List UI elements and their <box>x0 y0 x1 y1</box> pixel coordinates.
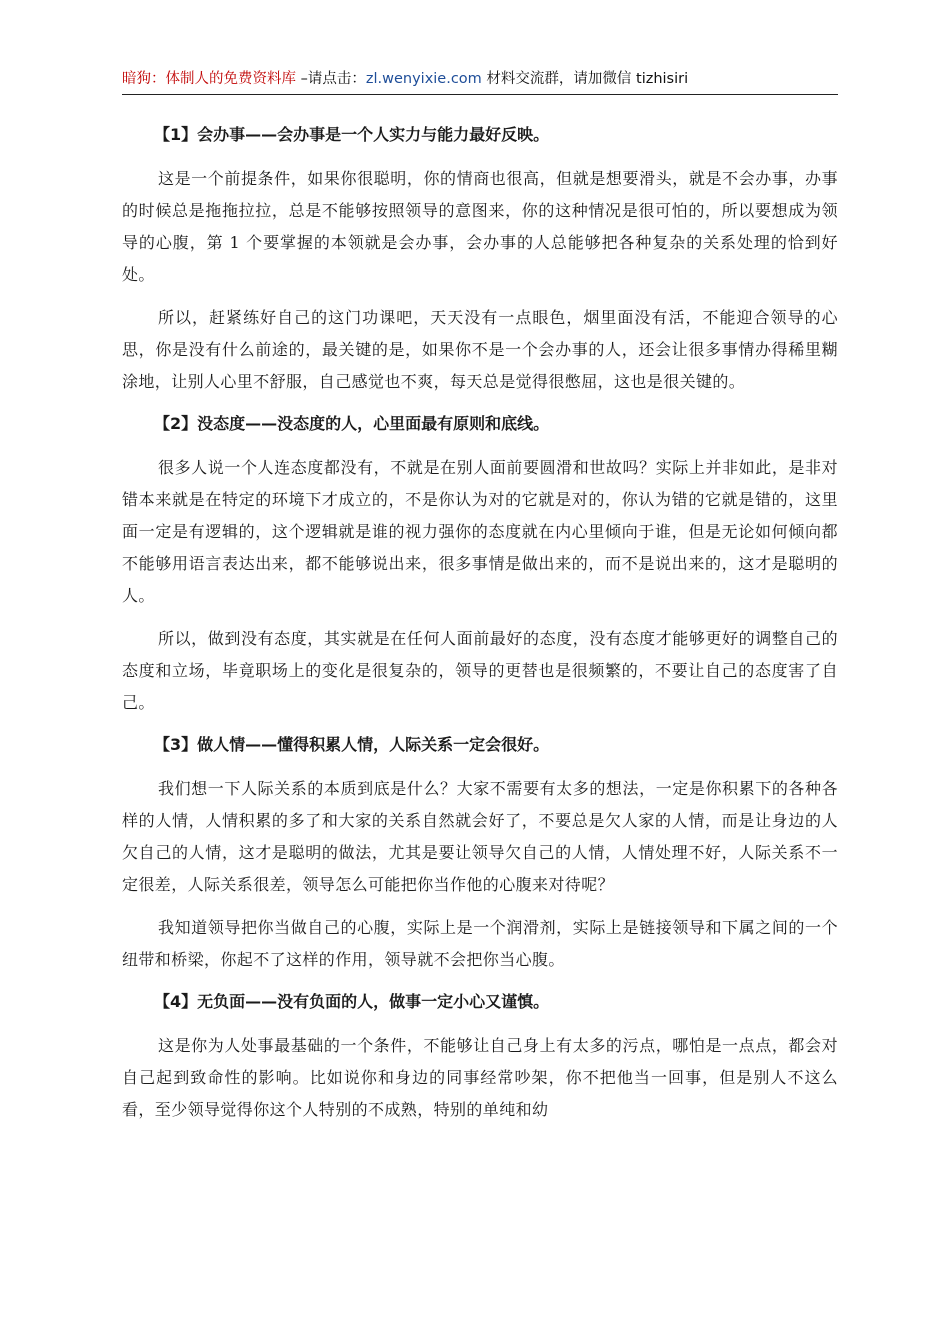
section-4-heading: 【4】无负面——没有负面的人，做事一定小心又谨慎。 <box>154 992 550 1011</box>
section-1-paragraph-2: 所以，赶紧练好自己的这门功课吧，天天没有一点眼色，烟里面没有活，不能迎合领导的心思，你是没有什么前途的，最关键的是，如果你不是一个会办事的人，还会让很多事情办得稀里糊涂地，让别人心里不舒服，自己感觉也不爽，每天总是觉得很憋屈，这也是很关键的。 <box>122 308 838 391</box>
header-brand: 暗狗：体制人的免费资料库 <box>122 71 296 87</box>
section-2-paragraph-1: 很多人说一个人连态度都没有，不就是在别人面前要圆滑和世故吗？实际上并非如此，是非对错本来就是在特定的环境下才成立的，不是你认为对的它就是对的，你认为错的它就是错的，这里面一定是有逻辑的，这个逻辑就是谁的视力强你的态度就在内心里倾向于谁，但是无论如何倾向都不能够用语言表达出来，都不能够说出来，很多事情是做出来的，而不是说出来的，这才是聪明的人。 <box>122 458 838 605</box>
section-3-heading: 【3】做人情——懂得积累人情，人际关系一定会很好。 <box>154 735 550 754</box>
document-body <box>122 120 838 1137</box>
header-url-link[interactable]: zl.wenyixie.com <box>365 71 482 87</box>
section-3-paragraph-1: 我们想一下人际关系的本质到底是什么？大家不需要有太多的想法，一定是你积累下的各种各样的人情，人情积累的多了和大家的关系自然就会好了，不要总是欠人家的人情，而是让身边的人欠自己的人情，这才是聪明的做法，尤其是要让领导欠自己的人情，人情处理不好，人际关系不一定很差，人际关系很差，领导怎么可能把你当作他的心腹来对待呢？ <box>122 779 838 894</box>
section-2-heading: 【2】没态度——没态度的人，心里面最有原则和底线。 <box>154 414 550 433</box>
section-1-heading: 【1】会办事——会办事是一个人实力与能力最好反映。 <box>154 125 550 144</box>
section-1-paragraph-1: 这是一个前提条件，如果你很聪明，你的情商也很高，但就是想要滑头，就是不会办事，办事的时候总是拖拖拉拉，总是不能够按照领导的意图来，你的这种情况是很可怕的，所以要想成为领导的心腹，第 1 个要掌握的本领就是会办事，会办事的人总能够把各种复杂的关系处理的恰到好处。 <box>122 169 838 284</box>
section-2-paragraph-2: 所以，做到没有态度，其实就是在任何人面前最好的态度，没有态度才能够更好的调整自己的态度和立场，毕竟职场上的变化是很复杂的，领导的更替也是很频繁的，不要让自己的态度害了自己。 <box>122 629 838 712</box>
section-4-paragraph-1: 这是你为人处事最基础的一个条件，不能够让自己身上有太多的污点，哪怕是一点点，都会对自己起到致命性的影响。比如说你和身边的同事经常吵架，你不把他当一回事，但是别人不这么看，至少领导觉得你这个人特别的不成熟，特别的单纯和幼 <box>122 1036 838 1119</box>
page-header <box>122 68 838 95</box>
section-3-paragraph-2: 我知道领导把你当做自己的心腹，实际上是一个润滑剂，实际上是链接领导和下属之间的一个纽带和桥梁，你起不了这样的作用，领导就不会把你当心腹。 <box>122 918 838 969</box>
header-click-text: –请点击： <box>296 71 366 87</box>
header-group-text: 材料交流群，请加微信 tizhisiri <box>481 71 689 87</box>
